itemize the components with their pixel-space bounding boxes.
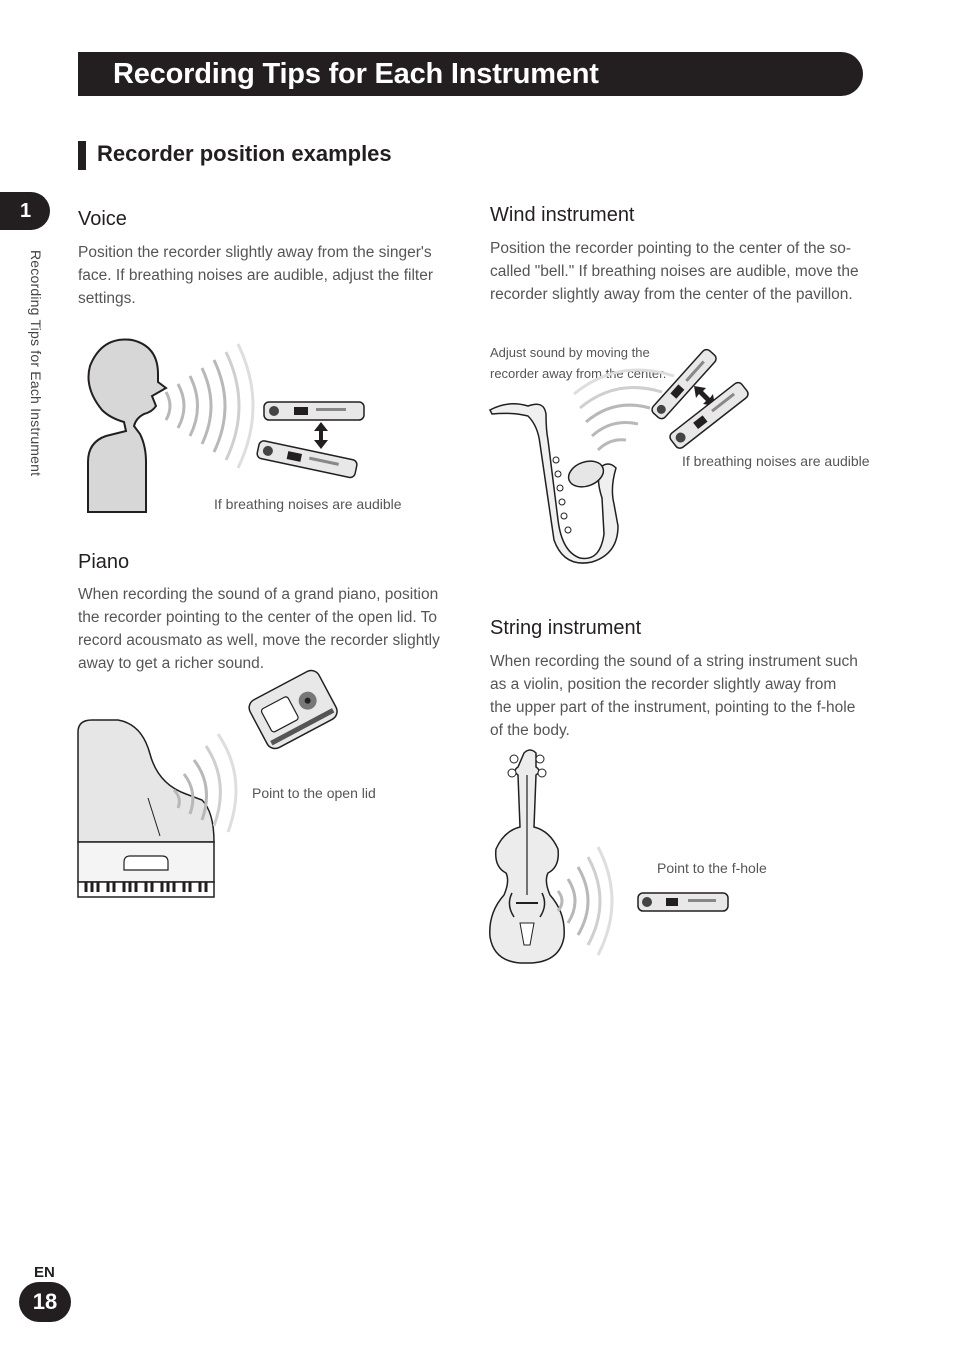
page-number-badge [19, 1282, 71, 1322]
wind-heading: Wind instrument [490, 204, 635, 226]
language-label: EN [34, 1264, 55, 1281]
singer-silhouette-icon [88, 340, 166, 512]
saxophone-icon [490, 404, 618, 563]
string-body: When recording the sound of a string instrument such as a violin, position the recorder slightly away from the upper part of the instrument, pointing to the f-hole of the body. [490, 653, 858, 739]
recorder-icon [256, 440, 358, 478]
chapter-tab [0, 192, 50, 230]
voice-illustration [78, 330, 378, 515]
wind-caption-top-line1: Adjust sound by moving the [490, 345, 650, 360]
grand-piano-icon [78, 720, 214, 897]
sound-wave-icon [558, 847, 612, 955]
string-heading: String instrument [490, 617, 642, 639]
piano-caption: Point to the open lid [252, 785, 376, 801]
page-title: Recording Tips for Each Instrument [113, 58, 599, 90]
voice-body: Position the recorder slightly away from the singer's face. If breathing noises are audible, adjust the filter settings. [78, 244, 433, 307]
chapter-side-label: Recording Tips for Each Instrument [28, 250, 44, 477]
voice-heading: Voice [78, 208, 127, 230]
wind-body: Position the recorder pointing to the center of the so-called "bell." If breathing noises are audible, move the recorder slightly away from the center of the pavillon. [490, 240, 859, 303]
string-caption: Point to the f-hole [657, 860, 767, 876]
page-number: 18 [32, 1289, 58, 1314]
recorder-icon [638, 893, 728, 911]
piano-body: When recording the sound of a grand piano, position the recorder pointing to the center of the open lid. To record acousmato as well, move the recorder slightly away to get a richer sound. [78, 586, 440, 672]
sound-wave-icon [166, 344, 253, 468]
recorder-icon [264, 402, 364, 420]
recorder-icon [246, 667, 340, 751]
piano-heading: Piano [78, 551, 130, 573]
wind-caption-top-line2: recorder away from the center. [490, 366, 667, 381]
page-title-bar [78, 52, 863, 96]
section-heading-text: Recorder position examples [97, 141, 392, 166]
wind-caption-right: If breathing noises are audible [682, 453, 870, 469]
violin-icon [490, 750, 564, 963]
section-heading-marker [78, 141, 86, 170]
chapter-number: 1 [20, 200, 32, 222]
double-arrow-icon [314, 422, 328, 449]
voice-caption: If breathing noises are audible [214, 496, 402, 512]
